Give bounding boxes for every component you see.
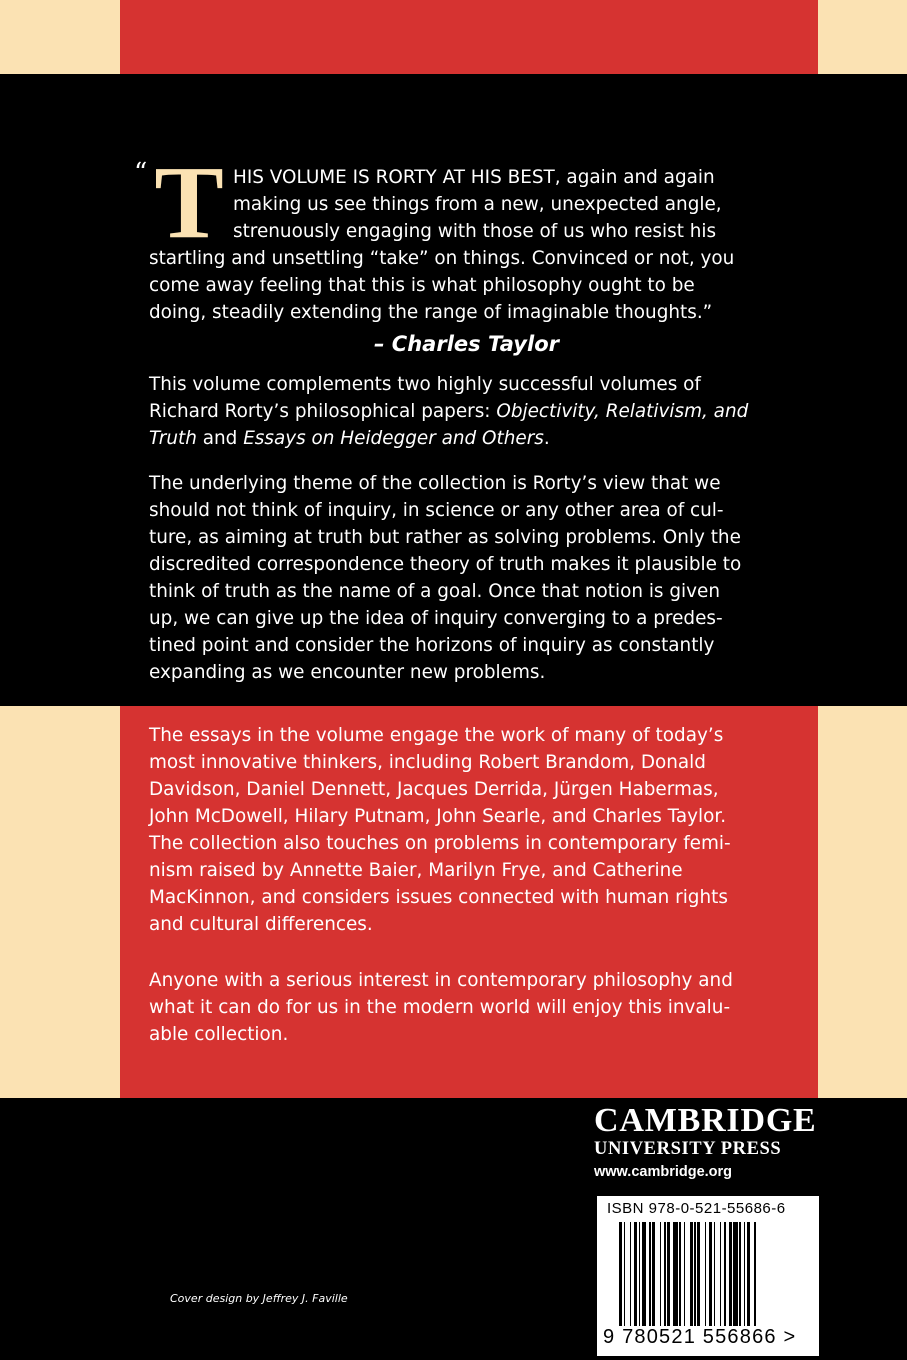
paragraph-complements: [149, 371, 748, 452]
text-line: tined point and consider the horizons of inquiry as constantly: [149, 635, 715, 656]
drop-cap-letter: T: [154, 145, 224, 260]
paragraph-theme: [149, 470, 741, 686]
barcode-bar: [664, 1222, 666, 1340]
publisher-subname: UNIVERSITY PRESS: [594, 1139, 782, 1159]
barcode-bar: [679, 1222, 681, 1340]
barcode-bar: [714, 1222, 716, 1340]
quote-line: making us see things from a new, unexpected angle,: [233, 194, 722, 215]
barcode-bars: [619, 1222, 805, 1340]
barcode-bar: [694, 1222, 696, 1340]
text-line: think of truth as the name of a goal. Once that notion is given: [149, 581, 720, 602]
book-title: Truth: [149, 428, 197, 449]
barcode-bar: [649, 1222, 651, 1340]
text-line: The underlying theme of the collection is Rorty’s view that we: [149, 473, 721, 494]
text-line: discredited correspondence theory of truth makes it plausible to: [149, 554, 742, 575]
book-title: Essays on Heidegger and Others: [243, 428, 544, 449]
barcode-bar: [652, 1222, 655, 1340]
text-line: John McDowell, Hilary Putnam, John Searle, and Charles Taylor.: [149, 806, 727, 827]
barcode-bar: [739, 1222, 741, 1340]
text-line: The collection also touches on problems in contemporary femi-: [149, 833, 731, 854]
text-line: MacKinnon, and considers issues connected with human rights: [149, 887, 728, 908]
text-run: and: [196, 428, 244, 449]
text-line: This volume complements two highly successful volumes of: [149, 374, 701, 395]
barcode-bar: [733, 1222, 738, 1340]
quote-attribution: – Charles Taylor: [374, 332, 559, 356]
publisher-logo: [594, 1104, 824, 1182]
text-run: .: [543, 428, 550, 449]
barcode-bar: [660, 1222, 662, 1340]
text-line: expanding as we encounter new problems.: [149, 662, 546, 683]
ean-digits: 9 780521 556866 >: [603, 1326, 797, 1348]
barcode-bar: [642, 1222, 647, 1340]
text-line: most innovative thinkers, including Robert Brandom, Donald: [149, 752, 706, 773]
barcode-bar: [639, 1222, 641, 1340]
barcode-bar: [744, 1222, 746, 1340]
top-red-band: [120, 0, 818, 74]
barcode-bar: [720, 1222, 722, 1340]
text-line: up, we can give up the idea of inquiry converging to a predes-: [149, 608, 723, 629]
quote-line: strenuously engaging with those of us who resist his: [233, 221, 717, 242]
barcode-bar: [667, 1222, 670, 1340]
quote-line: doing, steadily extending the range of imaginable thoughts.”: [149, 302, 713, 323]
barcode-bar: [697, 1222, 700, 1340]
cover-design-credit: Cover design by Jeffrey J. Faville: [170, 1292, 348, 1305]
paragraph-essays: [149, 722, 731, 938]
text-line: and cultural differences.: [149, 914, 373, 935]
barcode-bar: [624, 1222, 626, 1340]
text-line: what it can do for us in the modern world will enjoy this invalu-: [149, 997, 731, 1018]
barcode-bar: [673, 1222, 678, 1340]
paragraph-audience: [149, 967, 733, 1048]
text-line: ture, as aiming at truth but rather as solving problems. Only the: [149, 527, 741, 548]
text-line: [149, 425, 748, 452]
barcode-bar: [634, 1222, 637, 1340]
barcode-bar: [619, 1222, 622, 1340]
text-run: Richard Rorty’s philosophical papers:: [149, 401, 497, 422]
barcode-bar: [747, 1222, 750, 1340]
text-line: should not think of inquiry, in science or any other area of cul-: [149, 500, 724, 521]
barcode-bar: [690, 1222, 693, 1340]
publisher-name: CAMBRIDGE: [594, 1102, 817, 1139]
quote-line: startling and unsettling “take” on things. Convinced or not, you: [149, 248, 735, 269]
barcode-bar: [724, 1222, 726, 1340]
text-line: [149, 398, 748, 425]
text-line: able collection.: [149, 1024, 289, 1045]
quote-line: come away feeling that this is what philosophy ought to be: [149, 275, 695, 296]
barcode-bar: [630, 1222, 632, 1340]
publisher-url: www.cambridge.org: [594, 1164, 733, 1180]
quote-text: [0, 145, 735, 326]
barcode-bar: [754, 1222, 756, 1340]
barcode-bar: [729, 1222, 732, 1340]
text-line: Anyone with a serious interest in contemporary philosophy and: [149, 970, 733, 991]
barcode-bar: [705, 1222, 707, 1340]
isbn-number: ISBN 978-0-521-55686-6: [607, 1200, 786, 1217]
quote-line: HIS VOLUME IS RORTY AT HIS BEST, again and again: [233, 167, 715, 188]
text-line: The essays in the volume engage the work of many of today’s: [149, 725, 724, 746]
open-quote-mark: “: [134, 158, 148, 188]
barcode-bar: [684, 1222, 686, 1340]
book-title: Objectivity, Relativism, and: [496, 401, 749, 422]
text-line: nism raised by Annette Baier, Marilyn Frye, and Catherine: [149, 860, 683, 881]
barcode-bar: [709, 1222, 712, 1340]
text-line: Davidson, Daniel Dennett, Jacques Derrida, Jürgen Habermas,: [149, 779, 719, 800]
isbn-barcode: [597, 1196, 819, 1356]
